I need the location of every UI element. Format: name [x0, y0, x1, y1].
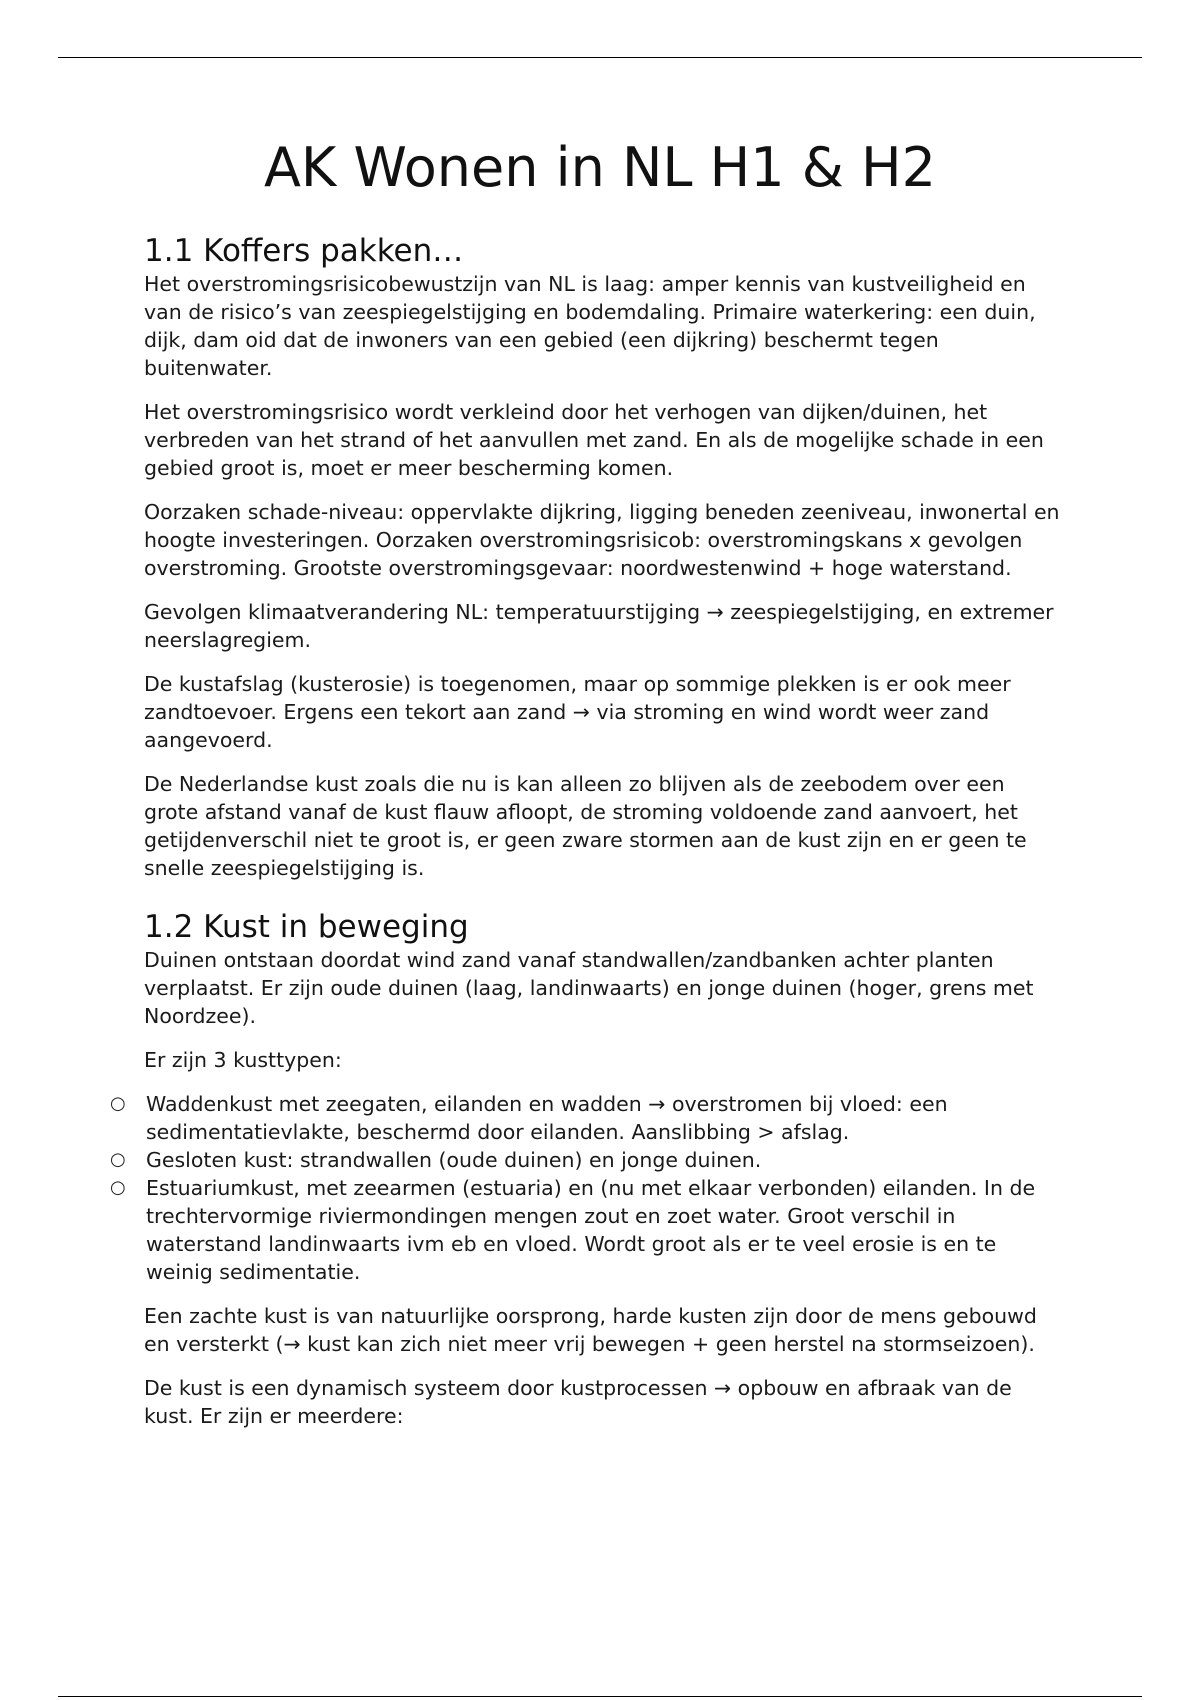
top-rule — [58, 57, 1142, 58]
bottom-rule — [58, 1696, 1142, 1697]
paragraph: Duinen ontstaan doordat wind zand vanaf standwallen/zandbanken achter planten verplaatst. Er zijn oude duinen (laag, landinwaarts) en jonge duinen (hoger, grens met Noordzee). — [144, 948, 1034, 1029]
circle-bullet-icon: ○ — [110, 1177, 126, 1199]
list-item-text: Waddenkust met zeegaten, eilanden en wadden → overstromen bij vloed: een sedimentatievlakte, beschermd door eilanden. Aanslibbing > afslag. — [146, 1092, 948, 1145]
circle-bullet-icon: ○ — [110, 1149, 126, 1171]
section-heading-1-2: 1.2 Kust in beweging — [144, 909, 469, 946]
paragraph: Een zachte kust is van natuurlijke oorsprong, harde kusten zijn door de mens gebouwd en versterkt (→ kust kan zich niet meer vrij bewegen + geen herstel na stormseizoen). — [144, 1304, 1037, 1357]
document-body — [110, 233, 1064, 1446]
paragraph: De Nederlandse kust zoals die nu is kan alleen zo blijven als de zeebodem over een grote afstand vanaf de kust flauw afloopt, de stroming voldoende zand aanvoert, het getijdenverschil niet te groot is, er geen zware stormen aan de kust zijn en er geen te snelle zeespiegelstijging is. — [144, 772, 1027, 881]
paragraph: Gevolgen klimaatverandering NL: temperatuurstijging → zeespiegelstijging, en extremer neerslagregiem. — [144, 600, 1054, 653]
paragraph: Het overstromingsrisico wordt verkleind door het verhogen van dijken/duinen, het verbreden van het strand of het aanvullen met zand. En als de mogelijke schade in een gebied groot is, moet er meer bescherming komen. — [144, 400, 1044, 481]
paragraph: Oorzaken schade-niveau: oppervlakte dijkring, ligging beneden zeeniveau, inwonertal en hoogte investeringen. Oorzaken overstromingsrisicob: overstromingskans x gevolgen overstroming. Grootste overstromingsgevaar: noordwestenwind + hoge waterstand. — [144, 500, 1060, 581]
paragraph: Het overstromingsrisicobewustzijn van NL is laag: amper kennis van kustveiligheid en van de risico’s van zeespiegelstijging en bodemdaling. Primaire waterkering: een duin, dijk, dam oid dat de inwoners van een gebied (een dijkring) beschermt tegen buitenwater. — [144, 272, 1036, 381]
coast-types-list — [110, 1090, 1064, 1286]
list-item-text: Estuariumkust, met zeearmen (estuaria) en (nu met elkaar verbonden) eilanden. In de trechtervormige riviermondingen mengen zout en zoet water. Groot verschil in waterstand landinwaarts ivm eb en vloed. Wordt groot als er te veel erosie is en te weinig sedimentatie. — [146, 1176, 1036, 1285]
section-heading-1-1: 1.1 Koffers pakken… — [144, 233, 464, 269]
paragraph: Er zijn 3 kusttypen: — [144, 1048, 342, 1073]
circle-bullet-icon: ○ — [110, 1093, 126, 1115]
section-1-2 — [110, 909, 1064, 1430]
list-item — [110, 1174, 1064, 1286]
list-item-text: Gesloten kust: strandwallen (oude duinen) en jonge duinen. — [146, 1148, 762, 1173]
list-item — [110, 1146, 1064, 1174]
paragraph: De kustafslag (kusterosie) is toegenomen, maar op sommige plekken is er ook meer zandtoevoer. Ergens een tekort aan zand → via stroming en wind wordt weer zand aangevoerd. — [144, 672, 1011, 753]
section-1-1 — [144, 233, 1064, 882]
list-item — [110, 1090, 1064, 1146]
document-title: AK Wonen in NL H1 & H2 — [263, 136, 937, 199]
paragraph: De kust is een dynamisch systeem door kustprocessen → opbouw en afbraak van de kust. Er zijn er meerdere: — [144, 1376, 1012, 1429]
